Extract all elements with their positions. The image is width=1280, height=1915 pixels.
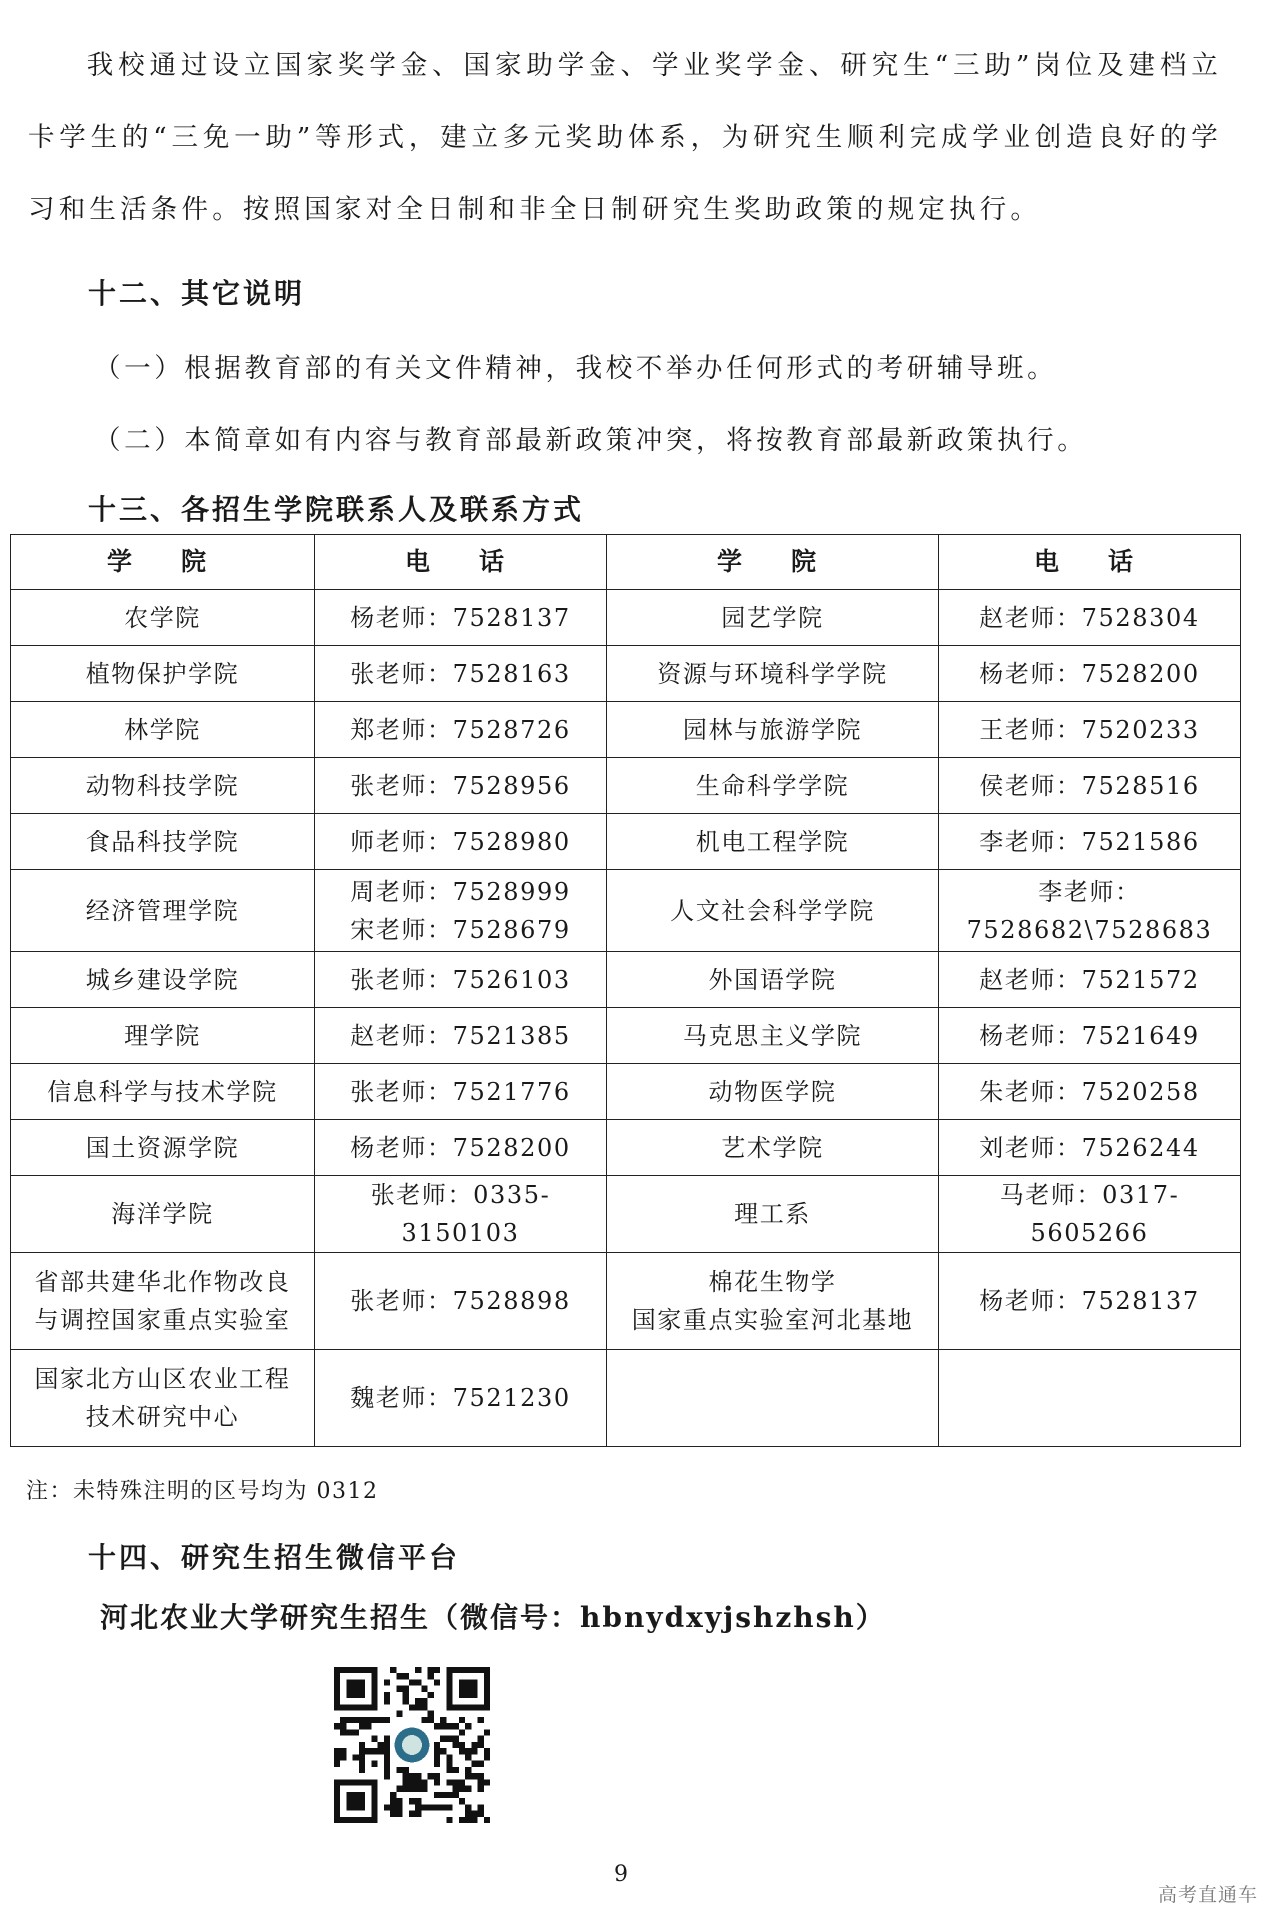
college-name: 植物保护学院 [11, 646, 315, 702]
contact-phone-line: 杨老师：7528200 [350, 1133, 571, 1162]
contact-phone [315, 1120, 607, 1176]
college-name: 林学院 [11, 702, 315, 758]
table-row [11, 590, 1241, 646]
contact-phone-line: 师老师：7528980 [350, 827, 571, 856]
table-row [11, 702, 1241, 758]
college-name [607, 1253, 939, 1350]
college-name: 艺术学院 [607, 1120, 939, 1176]
college-name-line: 省部共建华北作物改良 [34, 1268, 291, 1296]
contact-phone [939, 702, 1241, 758]
contact-phone-line: 郑老师：7528726 [350, 715, 571, 744]
contact-phone-line: 杨老师：7521649 [979, 1021, 1200, 1050]
page-number: 9 [614, 1862, 628, 1887]
college-name: 动物医学院 [607, 1064, 939, 1120]
section-14-heading: 十四、研究生招生微信平台 [88, 1541, 461, 1574]
college-name: 资源与环境科学学院 [607, 646, 939, 702]
college-name: 理学院 [11, 1008, 315, 1064]
contact-phone [315, 1008, 607, 1064]
contact-phone [315, 758, 607, 814]
college-name: 园林与旅游学院 [607, 702, 939, 758]
contact-phone [315, 1253, 607, 1350]
contact-phone-line: 周老师：7528999 [350, 877, 571, 906]
college-name: 理工系 [607, 1176, 939, 1253]
college-name-line: 国家重点实验室河北基地 [631, 1306, 914, 1334]
college-name: 国土资源学院 [11, 1120, 315, 1176]
table-row [11, 952, 1241, 1008]
watermark: 高考直通车 [1157, 1884, 1258, 1906]
contact-phone [939, 758, 1241, 814]
wechat-account: 河北农业大学研究生招生（微信号：hbnydxyjshzhsh） [100, 1601, 886, 1634]
contact-phone-line: 杨老师：7528137 [350, 603, 571, 632]
college-name-line: 与调控国家重点实验室 [34, 1306, 291, 1334]
area-code-note: 注：未特殊注明的区号均为 0312 [26, 1479, 379, 1504]
contact-phone-line: 魏老师：7521230 [350, 1384, 571, 1412]
intro-paragraph: 我校通过设立国家奖学金、国家助学金、学业奖学金、研究生“三助”岗位及建档立卡学生的“三免一助”等形式，建立多元奖助体系，为研究生顺利完成学业创造良好的学习和生活条件。按照国家对全日制和非全日制研究生奖助政策的规定执行。 [28, 50, 1222, 225]
college-name: 信息科学与技术学院 [11, 1064, 315, 1120]
contact-phone-line: 宋老师：7528679 [350, 915, 571, 944]
table-header-row [11, 535, 1241, 590]
contact-phone-line: 李老师：7521586 [979, 827, 1200, 856]
contact-phone-line: 7528682\7528683 [966, 915, 1213, 944]
contact-phone [939, 1064, 1241, 1120]
contact-phone-line: 李老师： [1038, 877, 1141, 906]
section-12-heading: 十二、其它说明 [88, 277, 306, 310]
contact-phone [939, 590, 1241, 646]
contact-phone [939, 1253, 1241, 1350]
contacts-table-body [11, 590, 1241, 1447]
contact-phone-line: 张老师：7521776 [350, 1077, 571, 1106]
college-name [607, 1350, 939, 1447]
contact-phone-line: 张老师：7528898 [350, 1287, 571, 1315]
contact-phone-line: 赵老师：7521385 [350, 1021, 571, 1050]
contact-phone [939, 646, 1241, 702]
college-name: 人文社会科学学院 [607, 870, 939, 952]
table-row [11, 1064, 1241, 1120]
table-row [11, 1253, 1241, 1350]
college-name: 外国语学院 [607, 952, 939, 1008]
contact-phone [315, 702, 607, 758]
contact-phone [939, 814, 1241, 870]
contact-phone [939, 870, 1241, 952]
table-row [11, 1008, 1241, 1064]
contact-phone [315, 590, 607, 646]
contact-phone-line: 张老师：0335-3150103 [370, 1181, 551, 1247]
table-row [11, 1120, 1241, 1176]
contact-phone-line: 杨老师：7528137 [979, 1287, 1200, 1315]
table-row [11, 870, 1241, 952]
contact-phone [315, 646, 607, 702]
table-row [11, 1350, 1241, 1447]
college-name: 动物科技学院 [11, 758, 315, 814]
contact-phone [315, 952, 607, 1008]
college-name: 城乡建设学院 [11, 952, 315, 1008]
contact-phone-line: 赵老师：7521572 [979, 965, 1200, 994]
contact-phone [315, 814, 607, 870]
contact-phone [939, 1008, 1241, 1064]
section-12-item-2: （二）本简章如有内容与教育部最新政策冲突，将按教育部最新政策执行。 [94, 425, 1088, 456]
contact-phone [315, 1350, 607, 1447]
college-name: 农学院 [11, 590, 315, 646]
contact-phone-line: 张老师：7528163 [350, 659, 571, 688]
contact-phone-line: 刘老师：7526244 [979, 1133, 1200, 1162]
table-row [11, 814, 1241, 870]
wechat-qr-code-icon [334, 1667, 490, 1823]
contact-phone-line: 赵老师：7528304 [979, 603, 1200, 632]
contact-phone [315, 870, 607, 952]
contact-phone [939, 952, 1241, 1008]
college-name: 食品科技学院 [11, 814, 315, 870]
contact-phone-line: 马老师：0317-5605266 [999, 1181, 1180, 1247]
table-row [11, 758, 1241, 814]
contacts-table [10, 534, 1241, 1447]
college-name-line: 国家北方山区农业工程 [34, 1365, 291, 1393]
contact-phone-line: 张老师：7526103 [350, 965, 571, 994]
college-name: 机电工程学院 [607, 814, 939, 870]
contact-phone-line: 杨老师：7528200 [979, 659, 1200, 688]
table-row [11, 1176, 1241, 1253]
college-name [11, 1350, 315, 1447]
college-name: 园艺学院 [607, 590, 939, 646]
contact-phone-line: 朱老师：7520258 [979, 1077, 1200, 1106]
header-phone-1: 电 话 [315, 535, 607, 590]
college-name: 马克思主义学院 [607, 1008, 939, 1064]
contact-phone [939, 1176, 1241, 1253]
college-name: 生命科学学院 [607, 758, 939, 814]
section-13-heading: 十三、各招生学院联系人及联系方式 [88, 493, 585, 526]
contact-phone-line: 张老师：7528956 [350, 771, 571, 800]
header-phone-2: 电 话 [939, 535, 1241, 590]
college-name-line: 棉花生物学 [708, 1268, 837, 1296]
contact-phone [315, 1176, 607, 1253]
contact-phone [315, 1064, 607, 1120]
college-name [11, 1253, 315, 1350]
section-12-item-1: （一）根据教育部的有关文件精神，我校不举办任何形式的考研辅导班。 [94, 353, 1058, 384]
table-row [11, 646, 1241, 702]
contact-phone [939, 1120, 1241, 1176]
contact-phone-line: 王老师：7520233 [979, 715, 1200, 744]
college-name-line: 技术研究中心 [85, 1403, 240, 1431]
contact-phone-line: 侯老师：7528516 [979, 771, 1200, 800]
header-college-2: 学 院 [607, 535, 939, 590]
header-college-1: 学 院 [11, 535, 315, 590]
contact-phone [939, 1350, 1241, 1447]
college-name: 经济管理学院 [11, 870, 315, 952]
college-name: 海洋学院 [11, 1176, 315, 1253]
